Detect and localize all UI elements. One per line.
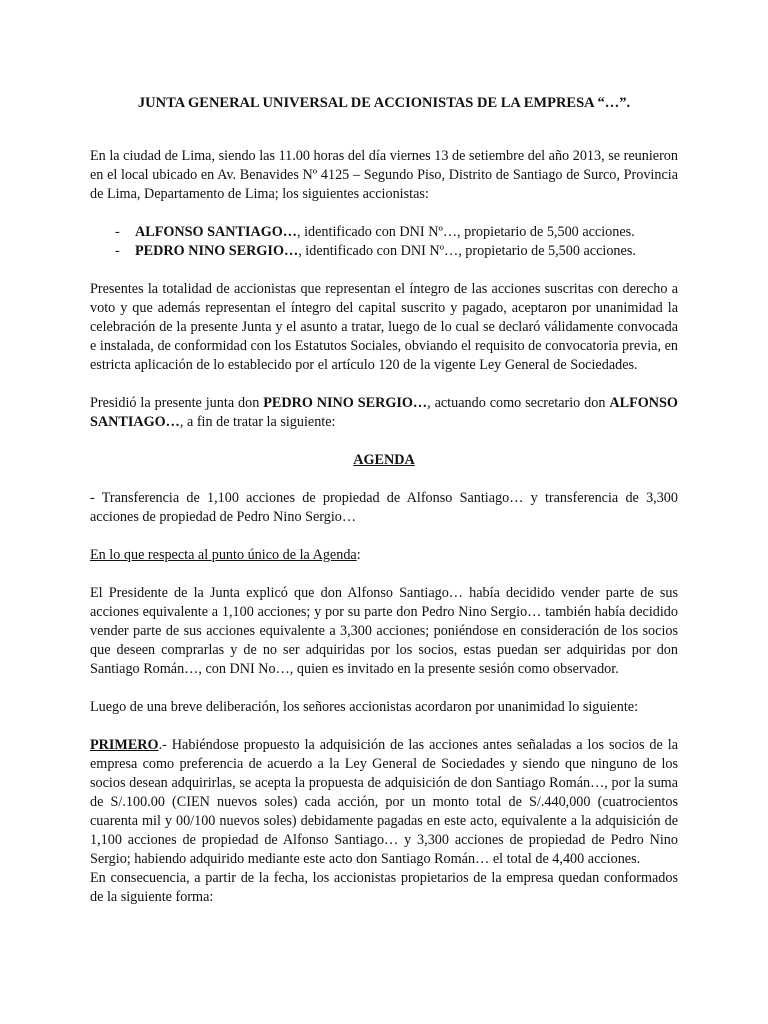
shareholder-item	[115, 223, 678, 242]
agenda-item: - Transferencia de 1,100 acciones de propiedad de Alfonso Santiago… y transferencia de 3,300 acciones de propiedad de Pedro Nino Sergio…	[90, 490, 678, 525]
deliberacion-paragraph: Luego de una breve deliberación, los señores accionistas acordaron por unanimidad lo siguiente:	[90, 699, 639, 715]
shareholder-list	[115, 223, 678, 261]
agenda-heading: AGENDA	[353, 452, 415, 468]
shareholder-name: ALFONSO SANTIAGO…	[135, 224, 297, 240]
punto-heading	[90, 546, 678, 565]
document-body	[90, 94, 678, 907]
document-title: JUNTA GENERAL UNIVERSAL DE ACCIONISTAS DE LA EMPRESA “…”.	[137, 95, 631, 111]
presentes-paragraph: Presentes la totalidad de accionistas que representan el íntegro de las acciones suscritas con derecho a voto y que además representan el íntegro del capital suscrito y pagado, aceptaron por unanimidad la celebración de la presente Junta y el asunto a tratar, luego de lo cual se declaró válidamente convocada e instalada, de conformidad con los Estatutos Sociales, obviando el requisito de convocatoria previa, en estricta aplicación de lo establecido por el artículo 120 de la vigente Ley General de Sociedades.	[90, 281, 678, 373]
intro-paragraph: En la ciudad de Lima, siendo las 11.00 horas del día viernes 13 de setiembre del año 2013, se reunieron en el local ubicado en Av. Benavides Nº 4125 – Segundo Piso, Distrito de Santiago de Surco, Provincia de Lima, Departamento de Lima; los siguientes accionistas:	[90, 148, 678, 202]
shareholder-detail: , identificado con DNI Nº…, propietario de 5,500 acciones.	[297, 224, 635, 240]
primero-text: .- Habiéndose propuesto la adquisición de las acciones antes señaladas a los socios de la empresa como preferencia de acuerdo a la Ley General de Sociedades y siendo que ninguno de los socios desean adquirirlas, se acepta la propuesta de adquisición de don Santiago Román…, por la suma de S/.100.00 (CIEN nuevos soles) cada acción, por un monto total de S/.440,000 (cuatrocientos cuarenta mil y 00/100 nuevos soles) debidamente pagadas en este acto, equivalente a la adquisición de 1,100 acciones de propiedad de Alfonso Santiago… y 3,300 acciones de propiedad de Pedro Nino Sergio; habiendo adquirido mediante este acto don Santiago Román… el total de 4,400 acciones.	[90, 737, 678, 867]
shareholder-item	[115, 242, 678, 261]
explico-paragraph: El Presidente de la Junta explicó que don Alfonso Santiago… había decidido vender parte de sus acciones equivalente a 1,100 acciones; y por su parte don Pedro Nino Sergio… también había decidido vender parte de sus acciones equivalente a 3,300 acciones; poniéndose en consideración de los socios que deseen comprarlas y de no ser adquiridas por los socios, estas puedan ser adquiridas por don Santiago Román…, con DNI No…, quien es invitado en la presente sesión como observador.	[90, 585, 678, 677]
punto-heading-text: En lo que respecta al punto único de la Agenda	[90, 547, 357, 563]
presidio-text: , a fin de tratar la siguiente:	[179, 414, 336, 430]
consecuencia-paragraph: En consecuencia, a partir de la fecha, los accionistas propietarios de la empresa quedan conformados de la siguiente forma:	[90, 870, 678, 905]
presidio-text: Presidió la presente junta don	[90, 395, 264, 411]
president-name: PEDRO NINO SERGIO…	[263, 395, 428, 411]
punto-heading-colon: :	[356, 547, 361, 563]
shareholder-name: PEDRO NINO SERGIO…	[135, 243, 299, 259]
secretary-name: ALFONSO SANTIAGO…	[90, 395, 678, 430]
primero-paragraph	[90, 736, 678, 869]
shareholder-detail: , identificado con DNI Nº…, propietario de 5,500 acciones.	[298, 243, 636, 259]
presidio-text: , actuando como secretario don	[427, 395, 610, 411]
presidio-paragraph	[90, 394, 678, 432]
primero-label: PRIMERO	[90, 737, 159, 753]
